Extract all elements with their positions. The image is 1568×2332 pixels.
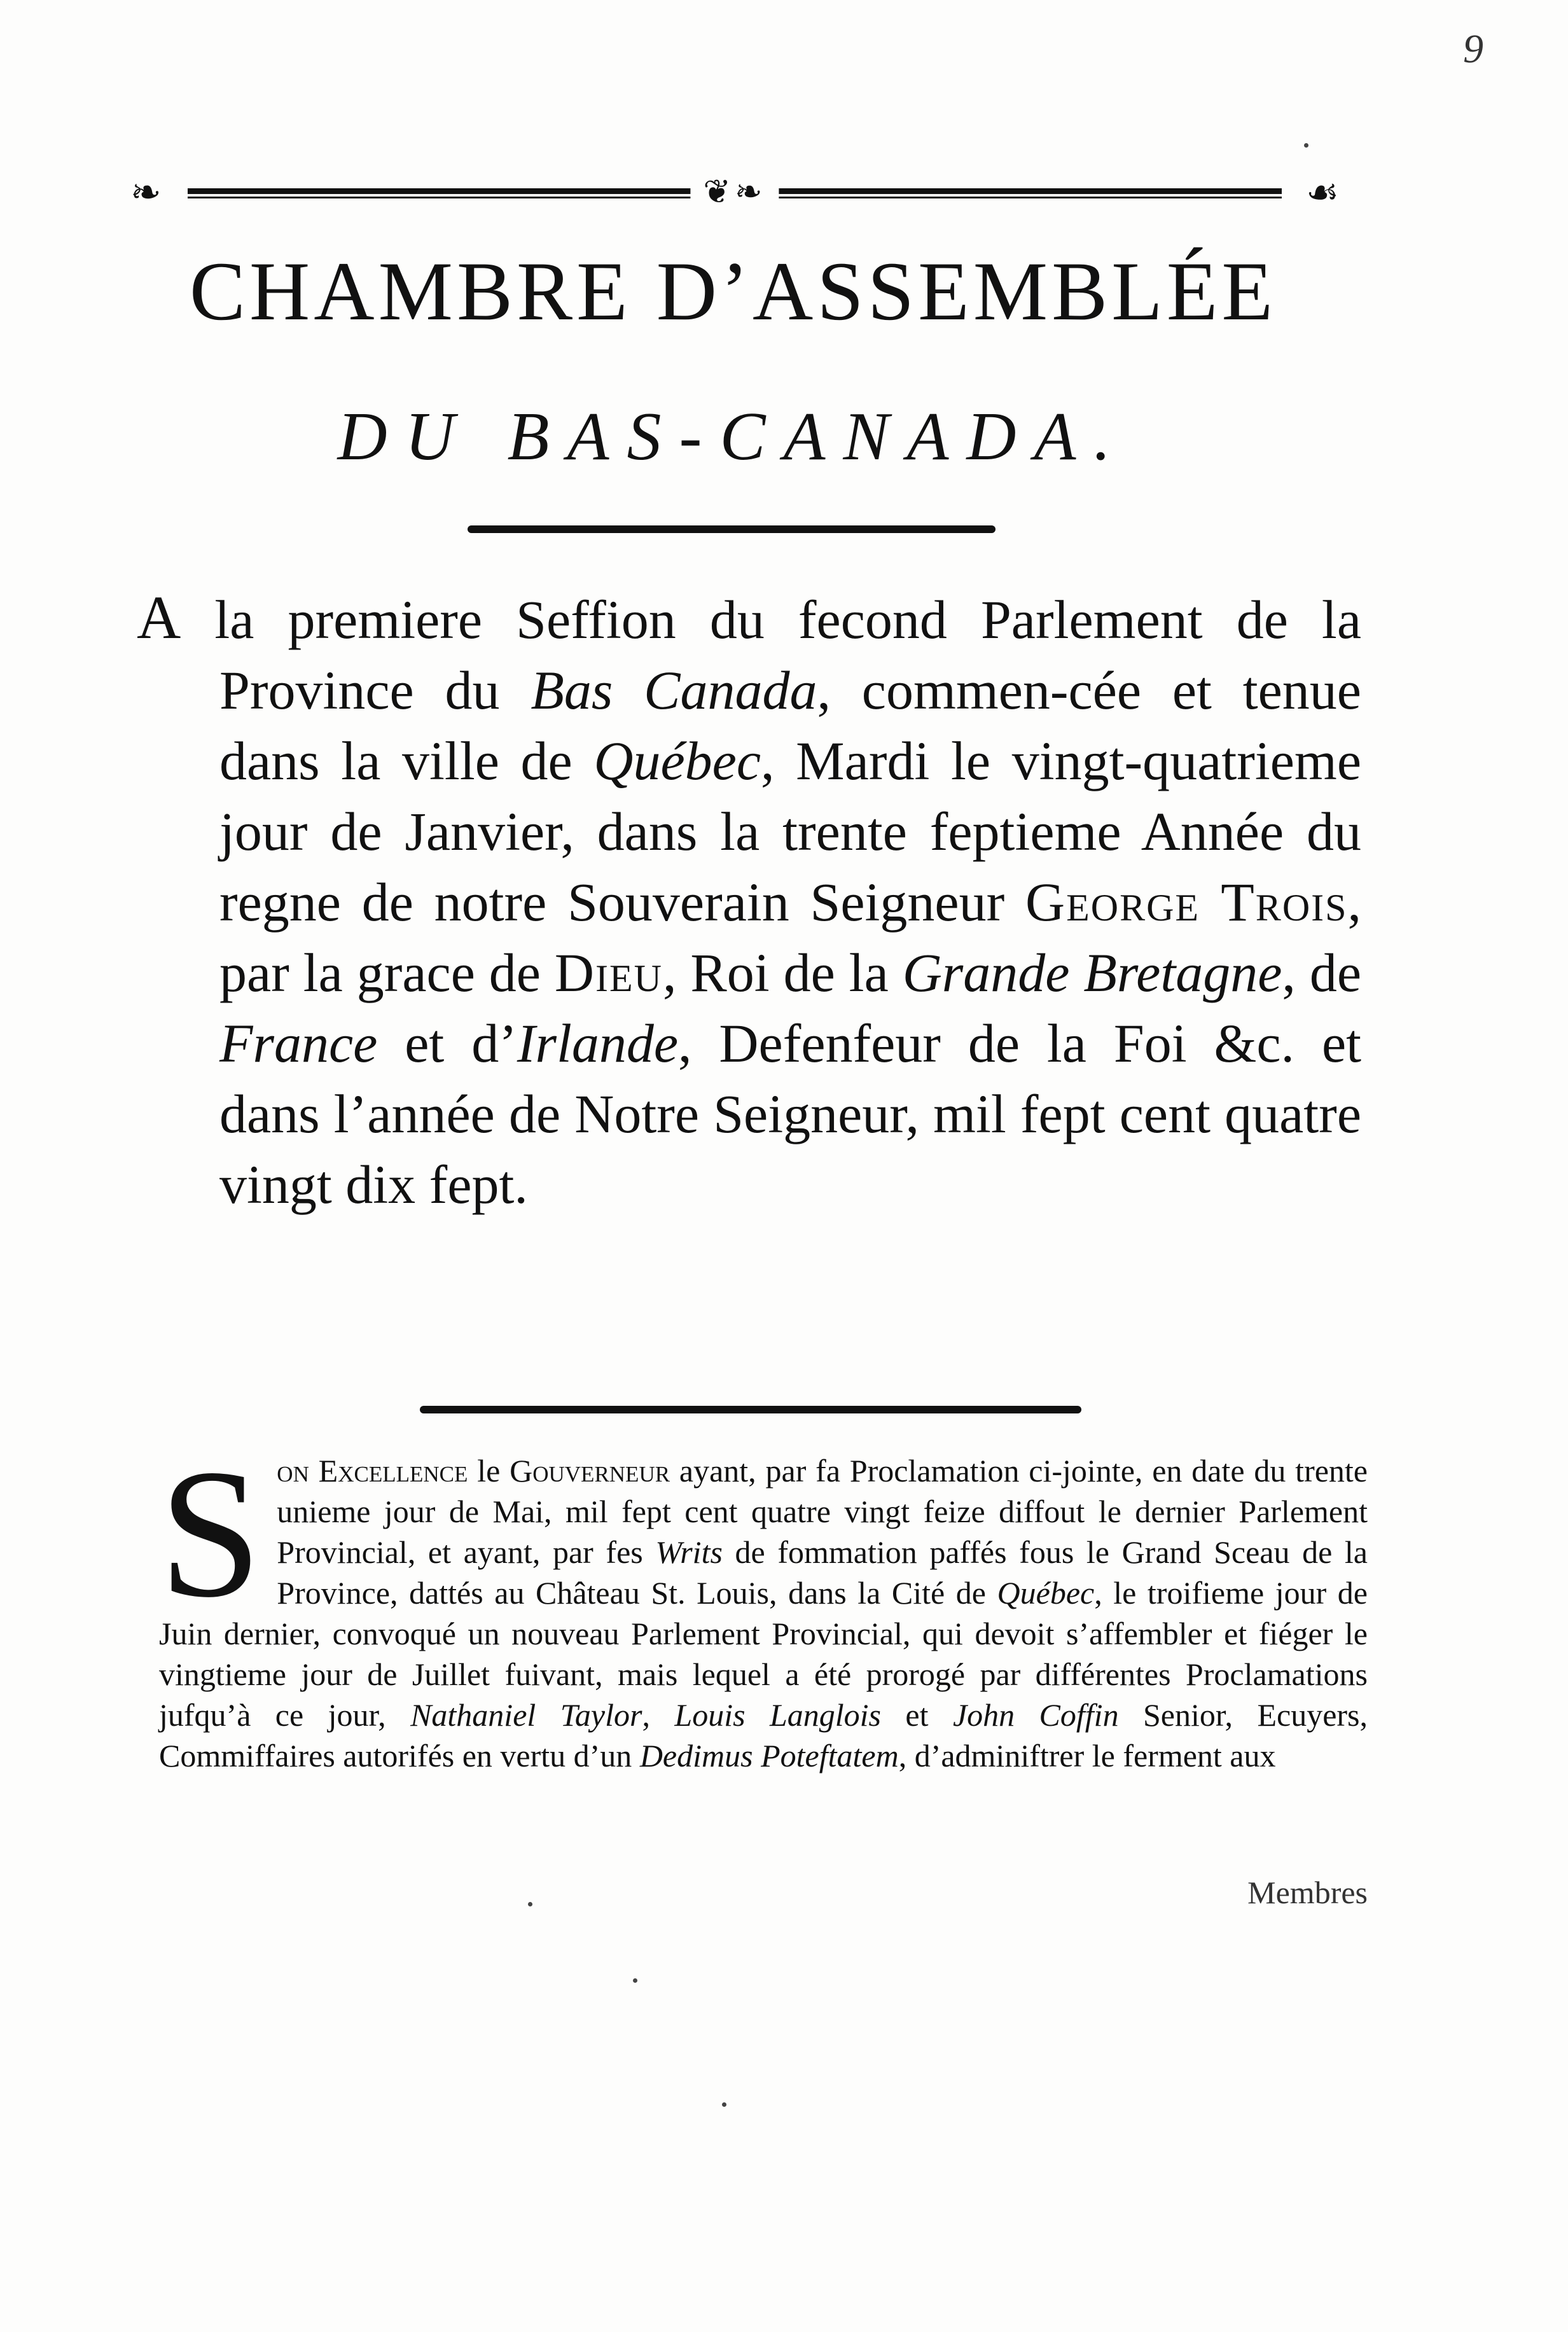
body-text: , d’adminiftrer le ferment aux <box>898 1738 1276 1773</box>
preamble-italic-quebec: Québec <box>593 730 761 791</box>
preamble-text: , Defenfeur de la Foi &c. et dans l’année de Notre Seigneur, mil fept cent quatre vingt dix fept. <box>219 1013 1362 1215</box>
body-italic-writs: Writs <box>655 1534 723 1570</box>
preamble-dieu: Dieu <box>554 942 663 1003</box>
preamble-italic-irlande: Irlande <box>517 1013 679 1074</box>
fleuron-left-icon: ❧ <box>130 172 162 213</box>
preamble-text: , par la grace de <box>219 871 1362 1003</box>
body-italic-quebec: Québec <box>997 1575 1095 1611</box>
catchword: Membres <box>1247 1875 1368 1910</box>
body-small-caps: on Excellence <box>277 1453 468 1489</box>
body-small-caps: Gouverneur <box>510 1453 670 1489</box>
ornamental-head-rule <box>130 170 1339 215</box>
body-italic-dedimus: Dedimus Poteftatem <box>639 1738 899 1773</box>
preamble-text: et d’ <box>377 1013 517 1074</box>
preamble-italic-grande-bretagne: Grande Bretagne <box>902 942 1282 1003</box>
print-speck <box>1304 143 1308 148</box>
divider-rule <box>468 525 996 533</box>
body-text: Senior, Ecuyers, Commiffaires autorifés en vertu d’un <box>159 1697 1368 1773</box>
body-text: et <box>881 1697 953 1733</box>
body-text: le <box>468 1453 510 1489</box>
body-italic-name: Nathaniel Taylor <box>410 1697 642 1733</box>
body-italic-name: Louis Langlois <box>674 1697 882 1733</box>
body-paragraph <box>159 1431 1368 1776</box>
session-preamble <box>137 582 1361 1220</box>
drop-cap: S <box>159 1431 262 1635</box>
preamble-paragraph <box>137 582 1362 1220</box>
print-speck <box>528 1902 532 1906</box>
print-speck <box>722 2102 726 2107</box>
fleuron-right-icon: ☙ <box>1306 172 1339 213</box>
body-text: ayant, par fa Proclamation ci-jointe, en date du trente unieme jour de Mai, mil fept cent quatre vingt feize diffout le dernier Parlement Provincial, et ayant, par fes <box>277 1453 1368 1570</box>
preamble-text: , commen-cée et tenue dans la ville de <box>219 660 1361 791</box>
preamble-text: , Roi de la <box>662 942 903 1003</box>
preamble-text: , Mardi le vingt-quatrieme jour de Janvier, dans la trente feptieme Année du regne de notre Souverain Seigneur <box>219 730 1361 933</box>
preamble-text: , de <box>1282 942 1362 1003</box>
divider-rule <box>420 1406 1081 1413</box>
fleuron-center-icon: ❦❧ <box>690 170 779 215</box>
page-number: 9 <box>1463 26 1483 71</box>
document-subtitle: DU BAS-CANADA. <box>337 399 1129 475</box>
preamble-king-name: George Trois <box>1025 871 1348 933</box>
preamble-text: la premiere Seffion du fecond Parlement de la Province du <box>181 589 1361 721</box>
preamble-italic-bas-canada: Bas Canada <box>531 660 817 721</box>
preamble-initial: A <box>137 583 181 651</box>
body-italic-name: John Coffin <box>952 1697 1119 1733</box>
body-text: de fommation paffés fous le Grand Sceau de la Province, dattés au Château St. Louis, dans la Cité de <box>277 1534 1368 1611</box>
body-text: , le troifieme jour de Juin dernier, convoqué un nouveau Parlement Provincial, qui devoit s’affembler et fiéger le vingtieme jour de Juillet fuivant, mais lequel a été prorogé par différentes Proclamations jufqu’à ce jour, <box>159 1575 1368 1733</box>
document-title: CHAMBRE D’ASSEMBLÉE <box>189 244 1277 338</box>
print-speck <box>633 1978 637 1983</box>
body-text: , <box>642 1697 675 1733</box>
preamble-italic-france: France <box>219 1013 378 1074</box>
